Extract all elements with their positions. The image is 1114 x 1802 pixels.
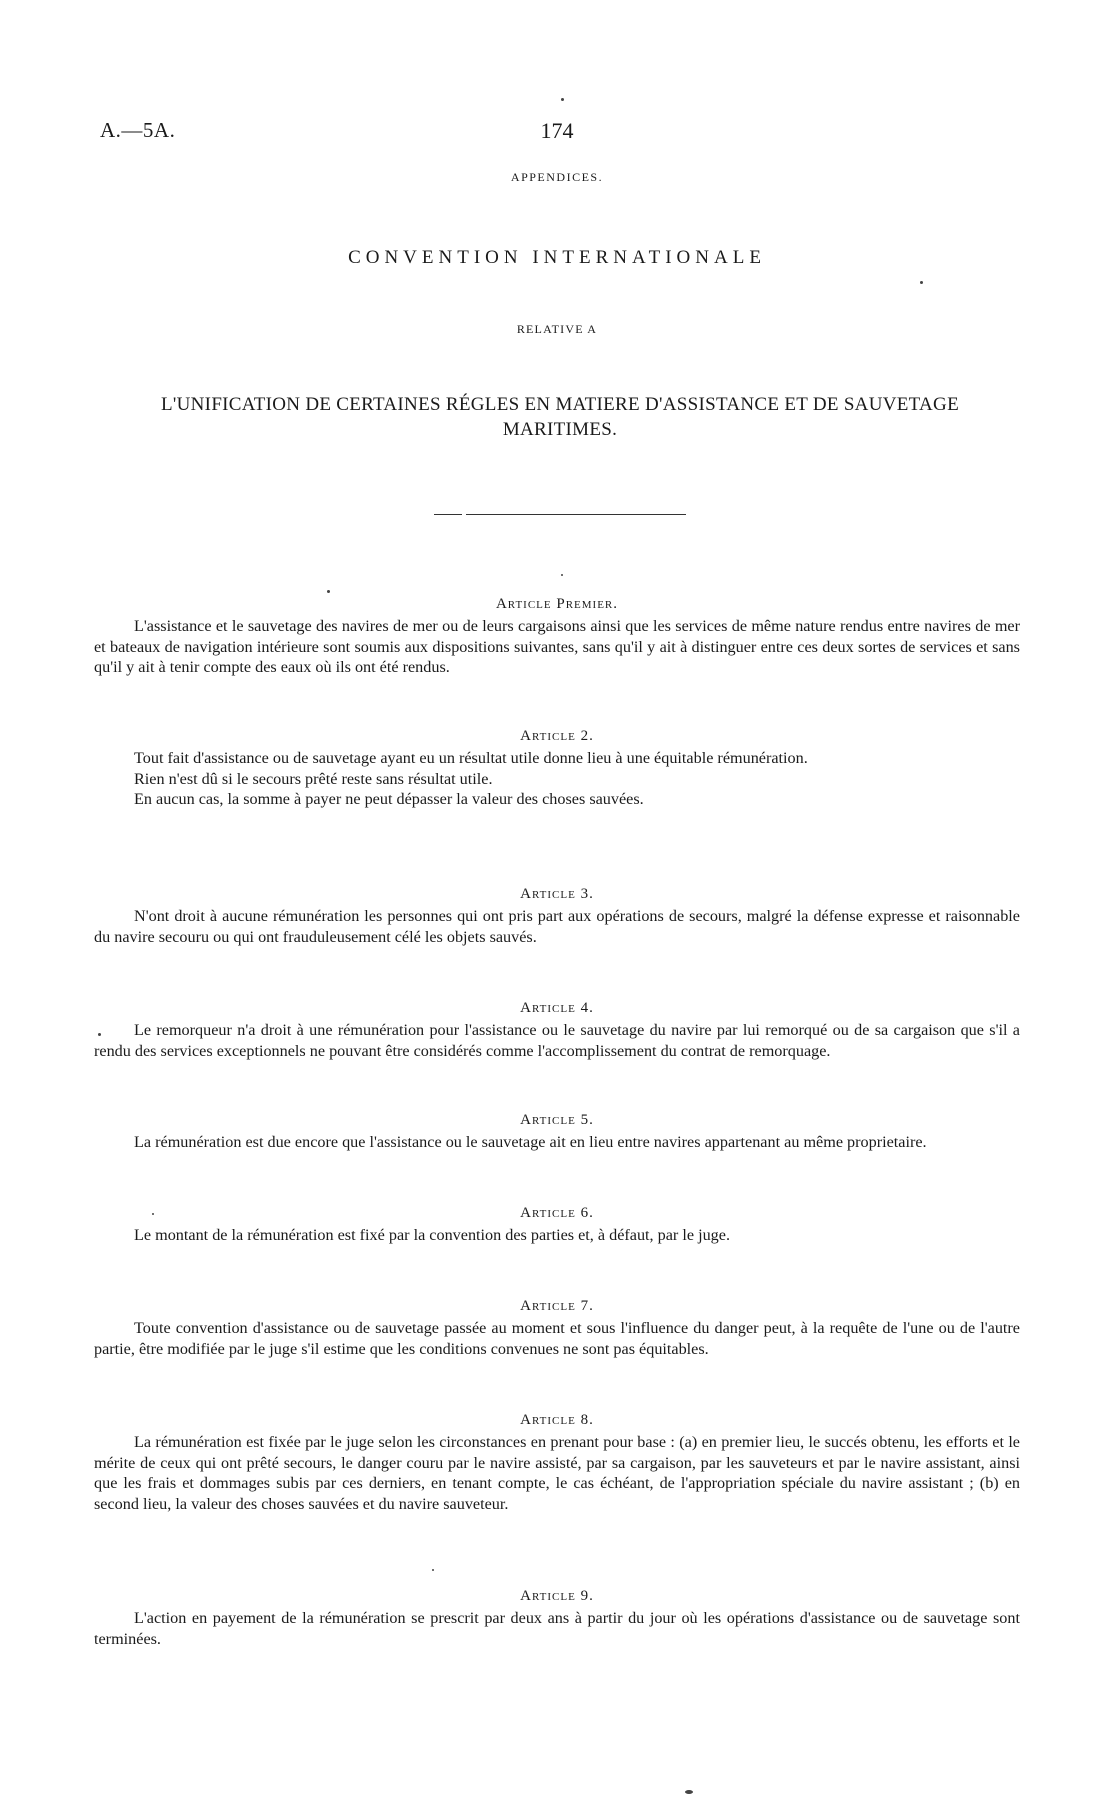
title-divider-long [466,514,686,515]
article-3 [94,886,1020,947]
scan-speck [98,1033,101,1036]
article-paragraph: Toute convention d'assistance ou de sauvetage passée au moment et sous l'influence du danger peut, à la requête de l'une ou de l'autre partie, être modifiée par le juge s'il estime que les conditions convenues ne sont pas équitables. [94,1319,1020,1358]
article-6 [94,1205,1020,1246]
article-heading: Article 6. [520,1205,594,1221]
article-heading: Article 3. [520,886,594,902]
article-paragraph: La rémunération est fixée par le juge selon les circonstances en prenant pour base : (a) en premier lieu, le succés obtenu, les efforts et le mérite de ceux qui ont prêté secours, le danger couru par le navire assisté, par sa cargaison, par les sauveteurs et par le navire assistant, ainsi que les frais et dommages subis par ces derniers, en tenant compte, le cas échéant, de l'appropriation spéciale du navire assistant ; (b) en second lieu, la valeur des choses sauvées et du navire sauveteur. [94,1433,1020,1513]
convention-title: CONVENTION INTERNATIONALE [348,247,766,268]
scan-speck [561,574,563,576]
section-label: APPENDICES. [510,170,604,184]
page-number: 174 [540,118,574,143]
article-paragraph: Tout fait d'assistance ou de sauvetage ayant eu un résultat utile donne lieu à une équitable rémunération. [134,749,808,767]
article-paragraph: Le remorqueur n'a droit à une rémunération pour l'assistance ou le sauvetage du navire par lui remorqué ou de sa cargaison que s'il a rendu des services exceptionnels ne pouvant être considérés comme l'accomplissement du contrat de remorquage. [94,1021,1020,1060]
scan-speck [685,1790,693,1794]
article-heading: Article 9. [520,1588,594,1604]
article-heading: Article 8. [520,1412,594,1428]
scan-speck [432,1569,434,1571]
article-1 [94,596,1020,678]
article-8 [94,1412,1020,1514]
article-7 [94,1298,1020,1359]
document-reference: A.—5A. [100,118,176,142]
title-divider-short [434,514,462,515]
article-paragraph: Rien n'est dû si le secours prêté reste sans résultat utile. [134,769,493,788]
article-5 [94,1112,1020,1153]
article-4 [94,1000,1020,1061]
title-relative: RELATIVE A [516,322,598,336]
scan-speck [152,1213,154,1215]
convention-subject: L'UNIFICATION DE CERTAINES RÉGLES EN MATIERE D'ASSISTANCE ET DE SAUVETAGE MARITIMES. [161,394,959,440]
scan-speck [920,281,923,284]
article-paragraph: En aucun cas, la somme à payer ne peut dépasser la valeur des choses sauvées. [134,790,644,809]
article-paragraph: La rémunération est due encore que l'assistance ou le sauvetage ait en lieu entre navires appartenant au même proprietaire. [134,1133,927,1151]
article-paragraph: L'assistance et le sauvetage des navires de mer ou de leurs cargaisons ainsi que les services de même nature rendus entre navires de mer et bateaux de navigation intérieure sont soumis aux dispositions suivantes, sans qu'il y ait à distinguer entre ces deux sortes de services et sans qu'il y ait à tenir compte des eaux où ils ont été rendus. [94,617,1020,677]
article-heading: Article 7. [520,1298,594,1314]
article-2 [94,728,1020,810]
scan-speck [327,590,330,593]
scan-speck [561,98,564,101]
article-heading: Article 4. [520,1000,594,1016]
article-paragraph: L'action en payement de la rémunération se prescrit par deux ans à partir du jour où les opérations d'assistance ou de sauvetage sont terminées. [94,1609,1020,1648]
article-9 [94,1588,1020,1649]
article-heading: Article 2. [520,728,594,744]
article-paragraph: N'ont droit à aucune rémunération les personnes qui ont pris part aux opérations de secours, malgré la défense expresse et raisonnable du navire secouru ou qui ont frauduleusement célé les objets sauvés. [94,907,1020,946]
article-heading: Article 5. [520,1112,594,1128]
article-heading: Article Premier. [495,596,619,612]
article-paragraph: Le montant de la rémunération est fixé par la convention des parties et, à défaut, par le juge. [134,1226,731,1244]
